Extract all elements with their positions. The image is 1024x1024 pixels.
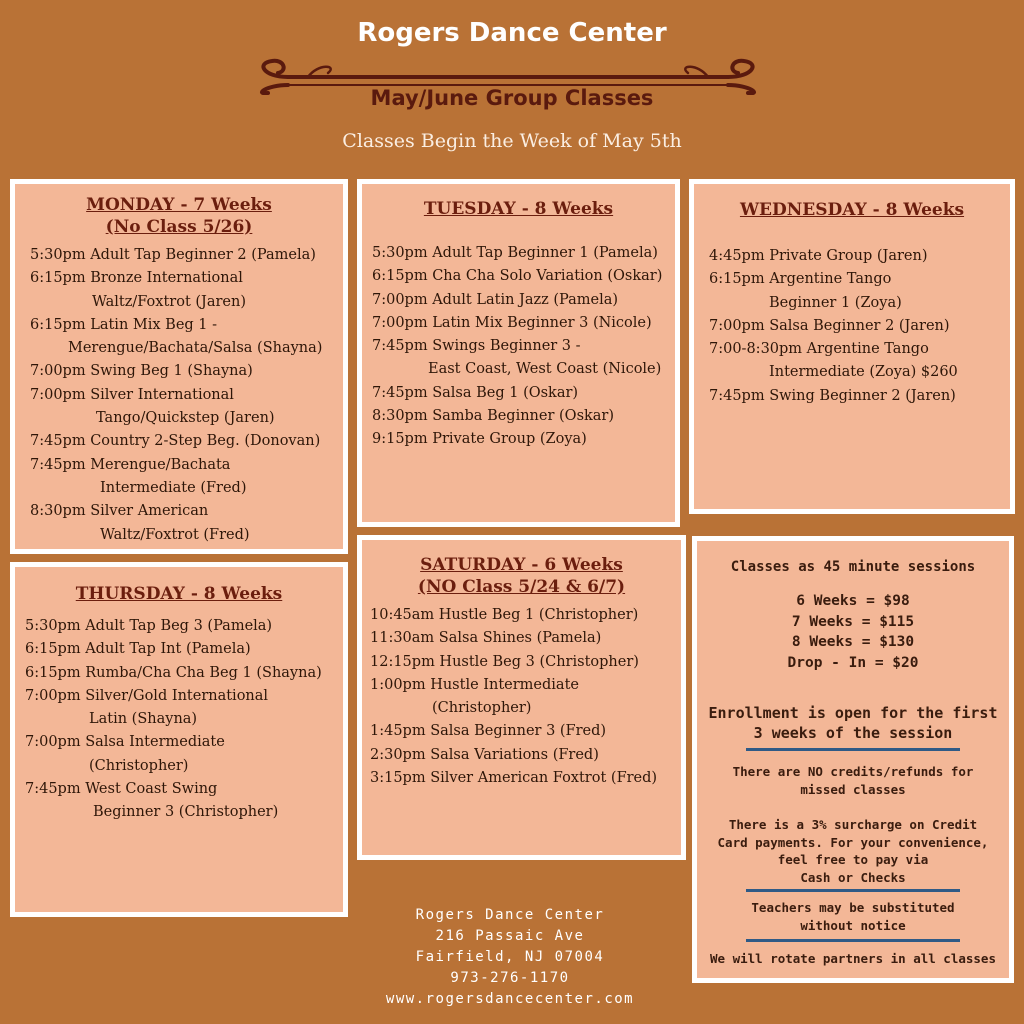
price-item: Drop - In = $20 [787,654,919,671]
class-row: 6:15pm Latin Mix Beg 1 - Merengue/Bachata/Salsa (Shayna) [30,316,323,357]
surcharge-note: There is a 3% surcharge on Credit Card payments. For your convenience, feel free to pay via Cash or Checks [717,817,989,885]
monday-panel [10,179,348,554]
studio-name: Rogers Dance Center [415,907,605,923]
class-row: 5:30pm Adult Tap Beginner 2 (Pamela) [30,247,316,263]
sessions-note: Classes as 45 minute sessions [730,559,976,575]
price-list [703,591,1003,673]
class-row: 6:15pm Rumba/Cha Cha Beg 1 (Shayna) [25,664,322,681]
page-tagline: Classes Begin the Week of May 5th [342,130,682,152]
class-row: 7:00pm Adult Latin Jazz (Pamela) [372,291,619,308]
monday-note: (No Class 5/26) [105,217,253,237]
class-row: 4:45pm Private Group (Jaren) [709,248,928,264]
enrollment-note: Enrollment is open for the first 3 weeks of the session [708,704,998,742]
saturday-heading: SATURDAY - 6 Weeks [420,555,623,575]
class-row: 7:00pm Salsa Intermediate (Christopher) [25,734,225,774]
class-row: 7:00pm Swing Beg 1 (Shayna) [30,363,253,380]
class-row: 10:45am Hustle Beg 1 (Christopher) [370,607,639,623]
monday-class-list [30,244,343,547]
contact-footer [340,905,680,1010]
teachers-note: Teachers may be substituted without notice [751,900,955,933]
class-row: 12:15pm Hustle Beg 3 (Christopher) [370,653,639,670]
class-row: 7:45pm Swing Beginner 2 (Jaren) [709,387,956,404]
price-item: 7 Weeks = $115 [791,613,915,630]
class-row: 7:00pm Salsa Beginner 2 (Jaren) [709,317,950,334]
class-row: 7:45pm Merengue/Bachata Intermediate (Fred) [30,456,247,496]
city-state-zip: Fairfield, NJ 07004 [415,949,605,965]
class-row: 7:00pm Silver International Tango/Quickstep (Jaren) [30,386,275,427]
class-row: 7:45pm Swings Beginner 3 - East Coast, West Coast (Nicole) [372,338,662,378]
class-row: 7:45pm Salsa Beg 1 (Oskar) [372,384,579,401]
class-row: 7:45pm Country 2-Step Beg. (Donovan) [30,433,321,450]
class-row: 1:00pm Hustle Intermediate (Christopher) [370,676,579,717]
class-row: 3:15pm Silver American Foxtrot (Fred) [370,770,658,787]
pricing-info-panel [692,536,1014,983]
thursday-class-list [25,615,343,825]
class-row: 6:15pm Argentine Tango Beginner 1 (Zoya) [709,271,902,311]
class-row: 7:00pm Silver/Gold International Latin (Shayna) [25,687,269,728]
tuesday-heading: TUESDAY - 8 Weeks [423,199,614,219]
website-link[interactable]: www.rogersdancecenter.com [385,991,635,1007]
tuesday-panel [357,179,680,527]
wednesday-heading: WEDNESDAY - 8 Weeks [739,200,965,220]
partners-note: We will rotate partners in all classes [710,951,996,966]
wednesday-panel [689,179,1015,514]
divider [746,889,960,892]
class-row: 1:45pm Salsa Beginner 3 (Fred) [370,723,607,740]
page-title: Rogers Dance Center [357,18,667,48]
class-row: 5:30pm Adult Tap Beg 3 (Pamela) [25,618,273,634]
class-row: 5:30pm Adult Tap Beginner 1 (Pamela) [372,245,658,261]
class-row: 11:30am Salsa Shines (Pamela) [370,630,602,647]
page-subtitle: May/June Group Classes [370,86,654,110]
class-row: 6:15pm Adult Tap Int (Pamela) [25,641,251,658]
price-item: 6 Weeks = $98 [796,593,910,609]
saturday-panel [357,535,686,860]
divider [746,748,960,751]
wednesday-class-list [709,245,1010,408]
class-row: 9:15pm Private Group (Zoya) [372,431,587,448]
monday-heading: MONDAY - 7 Weeks [86,195,272,215]
tuesday-class-list [372,242,675,452]
class-row: 8:30pm Samba Beginner (Oskar) [372,408,615,425]
class-row: 7:00-8:30pm Argentine Tango Intermediate (Zoya) $260 [709,341,958,381]
divider [746,939,960,942]
class-row: 6:15pm Bronze International Waltz/Foxtrot (Jaren) [30,270,246,310]
class-row: 2:30pm Salsa Variations (Fred) [370,746,599,763]
saturday-note: (NO Class 5/24 & 6/7) [417,577,626,597]
price-item: 8 Weeks = $130 [791,634,915,650]
street-address: 216 Passaic Ave [435,928,585,944]
class-row: 7:45pm West Coast Swing Beginner 3 (Christopher) [25,781,279,821]
class-row: 6:15pm Cha Cha Solo Variation (Oskar) [372,268,663,285]
thursday-heading: THURSDAY - 8 Weeks [75,584,283,604]
class-row: 8:30pm Silver American Waltz/Foxtrot (Fred) [30,503,250,543]
saturday-class-list [370,604,681,790]
thursday-panel [10,562,348,917]
refund-note: There are NO credits/refunds for missed classes [732,764,974,797]
phone-number: 973-276-1170 [450,970,570,986]
class-row: 7:00pm Latin Mix Beginner 3 (Nicole) [372,314,652,331]
